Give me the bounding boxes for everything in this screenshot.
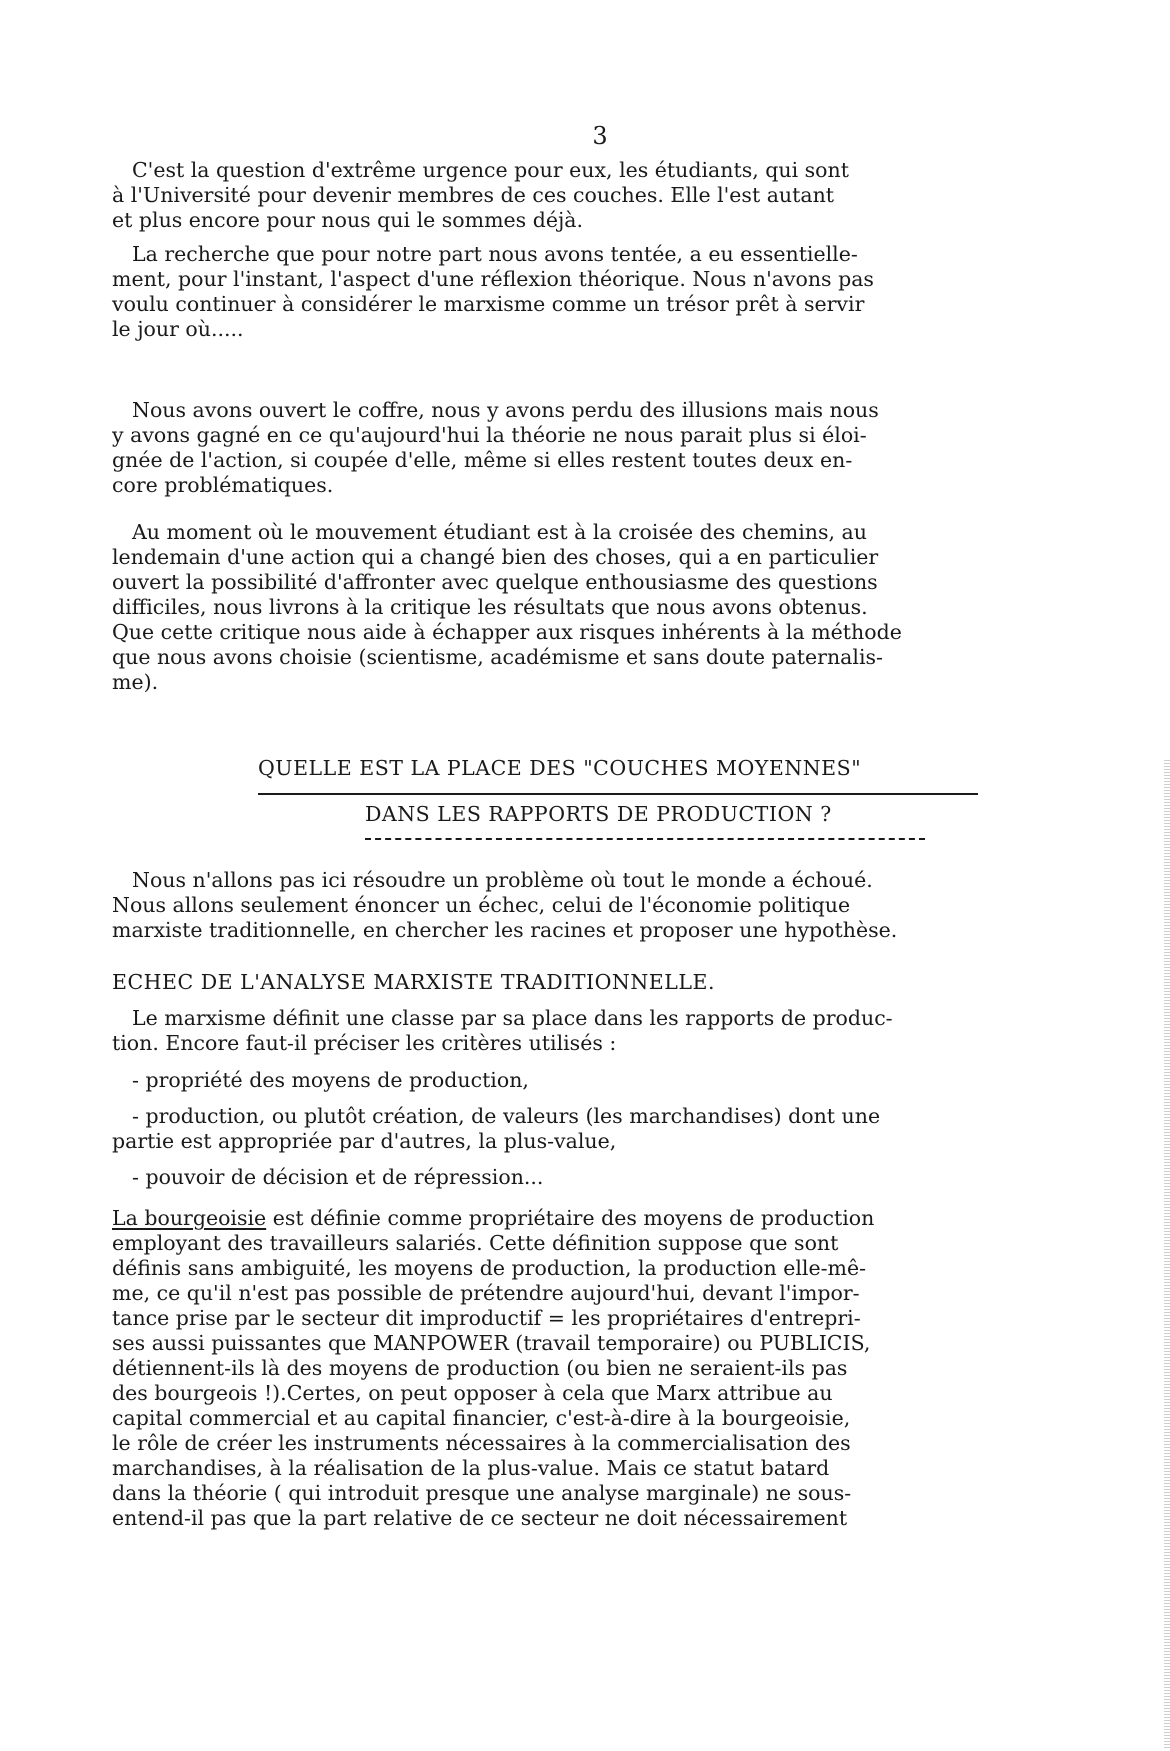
text-line: capital commercial et au capital financier, c'est-à-dire à la bourgeoisie, [112, 1406, 851, 1430]
text-line: marchandises, à la réalisation de la plus-value. Mais ce statut batard [112, 1456, 830, 1480]
text-line: Au moment où le mouvement étudiant est à la croisée des chemins, au [132, 520, 867, 544]
section-title-line-2: DANS LES RAPPORTS DE PRODUCTION ? [365, 802, 832, 826]
text-line: tance prise par le secteur dit improductif = les propriétaires d'entrepri- [112, 1306, 861, 1330]
text-line: - propriété des moyens de production, [132, 1068, 529, 1092]
paragraph-3 [112, 398, 1067, 498]
text-line: La recherche que pour notre part nous avons tentée, a eu essentielle- [132, 242, 858, 266]
text-line: que nous avons choisie (scientisme, académisme et sans doute paternalis- [112, 645, 883, 669]
scan-edge-marks [1164, 760, 1170, 1750]
title-dashed-underline [365, 838, 925, 840]
text-line: - pouvoir de décision et de répression... [132, 1165, 544, 1189]
paragraph-2 [112, 242, 1067, 342]
text-line: tion. Encore faut-il préciser les critères utilisés : [112, 1031, 617, 1055]
text-line: ses aussi puissantes que MANPOWER (travail temporaire) ou PUBLICIS, [112, 1331, 871, 1355]
underlined-term: La bourgeoisie [112, 1206, 267, 1230]
text-line: me). [112, 670, 159, 694]
text-line: et plus encore pour nous qui le sommes déjà. [112, 208, 584, 232]
text-line: Nous avons ouvert le coffre, nous y avons perdu des illusions mais nous [132, 398, 879, 422]
text-line: y avons gagné en ce qu'aujourd'hui la théorie ne nous parait plus si éloi- [112, 423, 867, 447]
section-title-line-1: QUELLE EST LA PLACE DES "COUCHES MOYENNES" [258, 756, 862, 780]
text-line: C'est la question d'extrême urgence pour eux, les étudiants, qui sont [132, 158, 849, 182]
criteria-item-1 [112, 1068, 1067, 1093]
paragraph-5 [112, 868, 1067, 943]
text-line: - production, ou plutôt création, de valeurs (les marchandises) dont une [132, 1104, 881, 1128]
text-line [112, 1206, 1067, 1231]
text-line: marxiste traditionnelle, en chercher les racines et proposer une hypothèse. [112, 918, 898, 942]
text-line: Nous n'allons pas ici résoudre un problème où tout le monde a échoué. [132, 868, 873, 892]
paragraph-7 [112, 1206, 1067, 1531]
text-line: me, ce qu'il n'est pas possible de prétendre aujourd'hui, devant l'impor- [112, 1281, 860, 1305]
paragraph-6 [112, 1006, 1067, 1056]
criteria-item-3 [112, 1165, 1067, 1190]
criteria-item-2 [112, 1104, 1067, 1154]
text-line: voulu continuer à considérer le marxisme comme un trésor prêt à servir [112, 292, 865, 316]
subheading: ECHEC DE L'ANALYSE MARXISTE TRADITIONNELLE. [112, 970, 715, 994]
text-line: core problématiques. [112, 473, 334, 497]
text-line: entend-il pas que la part relative de ce secteur ne doit nécessairement [112, 1506, 848, 1530]
text-line: difficiles, nous livrons à la critique les résultats que nous avons obtenus. [112, 595, 868, 619]
page-number: 3 [592, 122, 608, 150]
text-line: le rôle de créer les instruments nécessaires à la commercialisation des [112, 1431, 851, 1455]
text-line: gnée de l'action, si coupée d'elle, même si elles restent toutes deux en- [112, 448, 853, 472]
text-line: le jour où..... [112, 317, 244, 341]
text-line: des bourgeois !).Certes, on peut opposer à cela que Marx attribue au [112, 1381, 833, 1405]
paragraph-1 [112, 158, 1067, 233]
text-line: partie est appropriée par d'autres, la plus-value, [112, 1129, 617, 1153]
text-line: Le marxisme définit une classe par sa place dans les rapports de produc- [132, 1006, 893, 1030]
text-line: lendemain d'une action qui a changé bien des choses, qui a en particulier [112, 545, 879, 569]
text-line: dans la théorie ( qui introduit presque une analyse marginale) ne sous- [112, 1481, 852, 1505]
title-underline [258, 793, 978, 795]
text-line: définis sans ambiguité, les moyens de production, la production elle-mê- [112, 1256, 867, 1280]
text-line: employant des travailleurs salariés. Cette définition suppose que sont [112, 1231, 839, 1255]
text-line: détiennent-ils là des moyens de production (ou bien ne seraient-ils pas [112, 1356, 848, 1380]
text-line: Que cette critique nous aide à échapper aux risques inhérents à la méthode [112, 620, 902, 644]
text-line: Nous allons seulement énoncer un échec, celui de l'économie politique [112, 893, 851, 917]
text-fragment: est définie comme propriétaire des moyens de production [266, 1206, 875, 1230]
text-line: ment, pour l'instant, l'aspect d'une réflexion théorique. Nous n'avons pas [112, 267, 874, 291]
text-line: à l'Université pour devenir membres de ces couches. Elle l'est autant [112, 183, 835, 207]
text-line: ouvert la possibilité d'affronter avec quelque enthousiasme des questions [112, 570, 878, 594]
paragraph-4 [112, 520, 1067, 695]
